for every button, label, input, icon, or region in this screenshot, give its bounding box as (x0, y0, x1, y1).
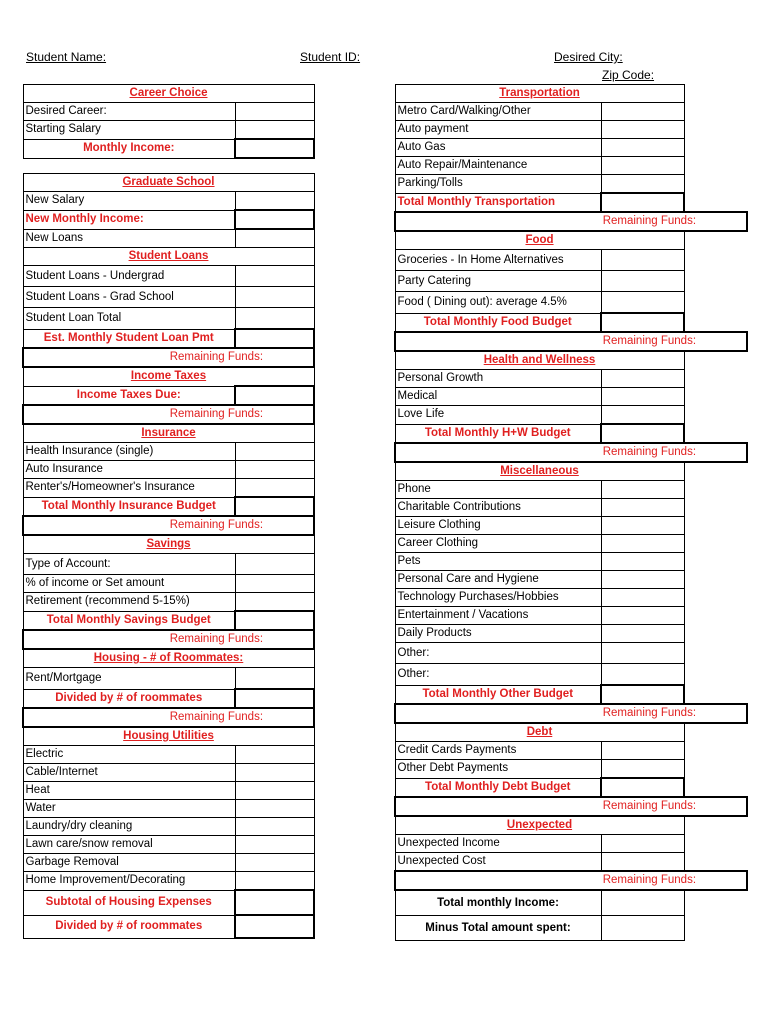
rent-input[interactable] (235, 668, 314, 690)
parking-input[interactable] (601, 175, 684, 194)
personal-care-label: Personal Care and Hygiene (395, 571, 601, 589)
unexpected-cost-label: Unexpected Cost (395, 853, 601, 872)
electric-input[interactable] (235, 746, 314, 764)
total-debt-label: Total Monthly Debt Budget (395, 778, 601, 797)
unexpected-income-label: Unexpected Income (395, 835, 601, 853)
renter-insurance-label: Renter's/Homeowner's Insurance (23, 479, 235, 498)
health-insurance-input[interactable] (235, 443, 314, 461)
dining-out-input[interactable] (601, 292, 684, 314)
credit-cards-label: Credit Cards Payments (395, 742, 601, 760)
auto-repair-input[interactable] (601, 157, 684, 175)
health-wellness-heading: Health and Wellness (395, 351, 684, 370)
divided-roommates-1-input[interactable] (235, 689, 314, 708)
pct-income-input[interactable] (235, 575, 314, 593)
total-savings-input[interactable] (235, 611, 314, 630)
total-food-label: Total Monthly Food Budget (395, 313, 601, 332)
divided-roommates-1-label: Divided by # of roommates (23, 689, 235, 708)
health-insurance-label: Health Insurance (single) (23, 443, 235, 461)
total-savings-label: Total Monthly Savings Budget (23, 611, 235, 630)
remaining-funds-2[interactable]: Remaining Funds: (23, 405, 314, 424)
personal-growth-label: Personal Growth (395, 370, 601, 388)
remaining-funds-4[interactable]: Remaining Funds: (23, 630, 314, 649)
auto-payment-input[interactable] (601, 121, 684, 139)
zip-code-label: Zip Code: (602, 68, 655, 82)
lawn-label: Lawn care/snow removal (23, 836, 235, 854)
heat-input[interactable] (235, 782, 314, 800)
new-loans-label: New Loans (23, 229, 235, 248)
taxes-due-input[interactable] (235, 386, 314, 405)
total-transportation-label: Total Monthly Transportation (395, 193, 601, 212)
total-monthly-income-label: Total monthly Income: (395, 890, 601, 916)
cable-label: Cable/Internet (23, 764, 235, 782)
entertainment-label: Entertainment / Vacations (395, 607, 601, 625)
parking-label: Parking/Tolls (395, 175, 601, 194)
personal-care-input[interactable] (601, 571, 684, 589)
home-improvement-input[interactable] (235, 872, 314, 891)
housing-utilities-heading: Housing Utilities (23, 727, 314, 746)
charitable-label: Charitable Contributions (395, 499, 601, 517)
dining-out-label: Food ( Dining out): average 4.5% (395, 292, 601, 314)
party-catering-label: Party Catering (395, 271, 601, 292)
phone-input[interactable] (601, 481, 684, 499)
daily-products-input[interactable] (601, 625, 684, 643)
monthly-income-input[interactable] (235, 139, 314, 158)
auto-insurance-label: Auto Insurance (23, 461, 235, 479)
loan-total-input[interactable] (235, 308, 314, 330)
type-account-label: Type of Account: (23, 554, 235, 575)
entertainment-input[interactable] (601, 607, 684, 625)
lawn-input[interactable] (235, 836, 314, 854)
subtotal-housing-label: Subtotal of Housing Expenses (23, 890, 235, 915)
technology-label: Technology Purchases/Hobbies (395, 589, 601, 607)
groceries-input[interactable] (601, 250, 684, 271)
total-hw-input[interactable] (601, 424, 684, 443)
retirement-label: Retirement (recommend 5-15%) (23, 593, 235, 612)
water-label: Water (23, 800, 235, 818)
remaining-funds-1[interactable]: Remaining Funds: (23, 348, 314, 367)
remaining-funds-r3[interactable]: Remaining Funds: (395, 443, 747, 462)
graduate-school-heading: Graduate School (23, 174, 314, 192)
new-monthly-income-label: New Monthly Income: (23, 210, 235, 229)
savings-heading: Savings (23, 535, 314, 554)
auto-gas-label: Auto Gas (395, 139, 601, 157)
total-debt-input[interactable] (601, 778, 684, 797)
other-2-input[interactable] (601, 664, 684, 686)
auto-repair-label: Auto Repair/Maintenance (395, 157, 601, 175)
taxes-due-label: Income Taxes Due: (23, 386, 235, 405)
water-input[interactable] (235, 800, 314, 818)
starting-salary-label: Starting Salary (23, 121, 235, 140)
loans-undergrad-input[interactable] (235, 266, 314, 287)
laundry-input[interactable] (235, 818, 314, 836)
loans-grad-label: Student Loans - Grad School (23, 287, 235, 308)
new-loans-input[interactable] (235, 229, 314, 248)
remaining-funds-3[interactable]: Remaining Funds: (23, 516, 314, 535)
other-1-input[interactable] (601, 643, 684, 664)
other-2-label: Other: (395, 664, 601, 686)
medical-label: Medical (395, 388, 601, 406)
medical-input[interactable] (601, 388, 684, 406)
loan-total-label: Student Loan Total (23, 308, 235, 330)
left-budget-table (22, 84, 315, 939)
income-taxes-heading: Income Taxes (23, 367, 314, 386)
starting-salary-input[interactable] (235, 121, 314, 140)
divided-roommates-2-label: Divided by # of roommates (23, 915, 235, 938)
total-other-input[interactable] (601, 685, 684, 704)
housing-heading: Housing - # of Roommates: (23, 649, 314, 668)
cable-input[interactable] (235, 764, 314, 782)
home-improvement-label: Home Improvement/Decorating (23, 872, 235, 891)
other-debt-input[interactable] (601, 760, 684, 779)
pct-income-label: % of income or Set amount (23, 575, 235, 593)
garbage-input[interactable] (235, 854, 314, 872)
remaining-funds-r1[interactable]: Remaining Funds: (395, 212, 747, 231)
other-1-label: Other: (395, 643, 601, 664)
total-other-label: Total Monthly Other Budget (395, 685, 601, 704)
new-monthly-income-input[interactable] (235, 210, 314, 229)
laundry-label: Laundry/dry cleaning (23, 818, 235, 836)
monthly-income-label: Monthly Income: (23, 139, 235, 158)
right-budget-table (394, 84, 748, 941)
auto-payment-label: Auto payment (395, 121, 601, 139)
remaining-funds-5[interactable]: Remaining Funds: (23, 708, 314, 727)
daily-products-label: Daily Products (395, 625, 601, 643)
desired-career-label: Desired Career: (23, 103, 235, 121)
phone-label: Phone (395, 481, 601, 499)
total-hw-label: Total Monthly H+W Budget (395, 424, 601, 443)
desired-career-input[interactable] (235, 103, 314, 121)
unexpected-income-input[interactable] (601, 835, 684, 853)
auto-insurance-input[interactable] (235, 461, 314, 479)
transportation-heading: Transportation (395, 85, 684, 103)
remaining-funds-r5[interactable]: Remaining Funds: (395, 797, 747, 816)
leisure-clothing-input[interactable] (601, 517, 684, 535)
renter-insurance-input[interactable] (235, 479, 314, 498)
subtotal-housing-input[interactable] (235, 890, 314, 915)
remaining-funds-r6[interactable]: Remaining Funds: (395, 871, 747, 890)
spacer (23, 158, 314, 174)
total-insurance-label: Total Monthly Insurance Budget (23, 497, 235, 516)
love-life-label: Love Life (395, 406, 601, 425)
charitable-input[interactable] (601, 499, 684, 517)
technology-input[interactable] (601, 589, 684, 607)
heat-label: Heat (23, 782, 235, 800)
remaining-funds-r4[interactable]: Remaining Funds: (395, 704, 747, 723)
new-salary-label: New Salary (23, 192, 235, 211)
desired-city-label: Desired City: (554, 50, 623, 64)
miscellaneous-heading: Miscellaneous (395, 462, 684, 481)
est-loan-pmt-label: Est. Monthly Student Loan Pmt (23, 329, 235, 348)
food-heading: Food (395, 231, 684, 250)
divided-roommates-2-input[interactable] (235, 915, 314, 938)
debt-heading: Debt (395, 723, 684, 742)
student-loans-heading: Student Loans (23, 248, 314, 266)
leisure-clothing-label: Leisure Clothing (395, 517, 601, 535)
electric-label: Electric (23, 746, 235, 764)
rent-label: Rent/Mortgage (23, 668, 235, 690)
new-salary-input[interactable] (235, 192, 314, 211)
retirement-input[interactable] (235, 593, 314, 612)
career-choice-heading: Career Choice (23, 85, 314, 103)
insurance-heading: Insurance (23, 424, 314, 443)
type-account-input[interactable] (235, 554, 314, 575)
loans-grad-input[interactable] (235, 287, 314, 308)
groceries-label: Groceries - In Home Alternatives (395, 250, 601, 271)
pets-input[interactable] (601, 553, 684, 571)
unexpected-heading: Unexpected (395, 816, 684, 835)
credit-cards-input[interactable] (601, 742, 684, 760)
party-catering-input[interactable] (601, 271, 684, 292)
student-id-label: Student ID: (300, 50, 361, 64)
metro-input[interactable] (601, 103, 684, 121)
total-transportation-input[interactable] (601, 193, 684, 212)
unexpected-cost-input[interactable] (601, 853, 684, 872)
career-clothing-label: Career Clothing (395, 535, 601, 553)
metro-label: Metro Card/Walking/Other (395, 103, 601, 121)
personal-growth-input[interactable] (601, 370, 684, 388)
total-food-input[interactable] (601, 313, 684, 332)
garbage-label: Garbage Removal (23, 854, 235, 872)
minus-total-spent-input[interactable] (601, 916, 684, 941)
student-name-label: Student Name: (26, 50, 107, 64)
pets-label: Pets (395, 553, 601, 571)
career-clothing-input[interactable] (601, 535, 684, 553)
remaining-funds-r2[interactable]: Remaining Funds: (395, 332, 747, 351)
auto-gas-input[interactable] (601, 139, 684, 157)
other-debt-label: Other Debt Payments (395, 760, 601, 779)
est-loan-pmt-input[interactable] (235, 329, 314, 348)
total-insurance-input[interactable] (235, 497, 314, 516)
total-monthly-income-input[interactable] (601, 890, 684, 916)
love-life-input[interactable] (601, 406, 684, 425)
loans-undergrad-label: Student Loans - Undergrad (23, 266, 235, 287)
minus-total-spent-label: Minus Total amount spent: (395, 916, 601, 941)
